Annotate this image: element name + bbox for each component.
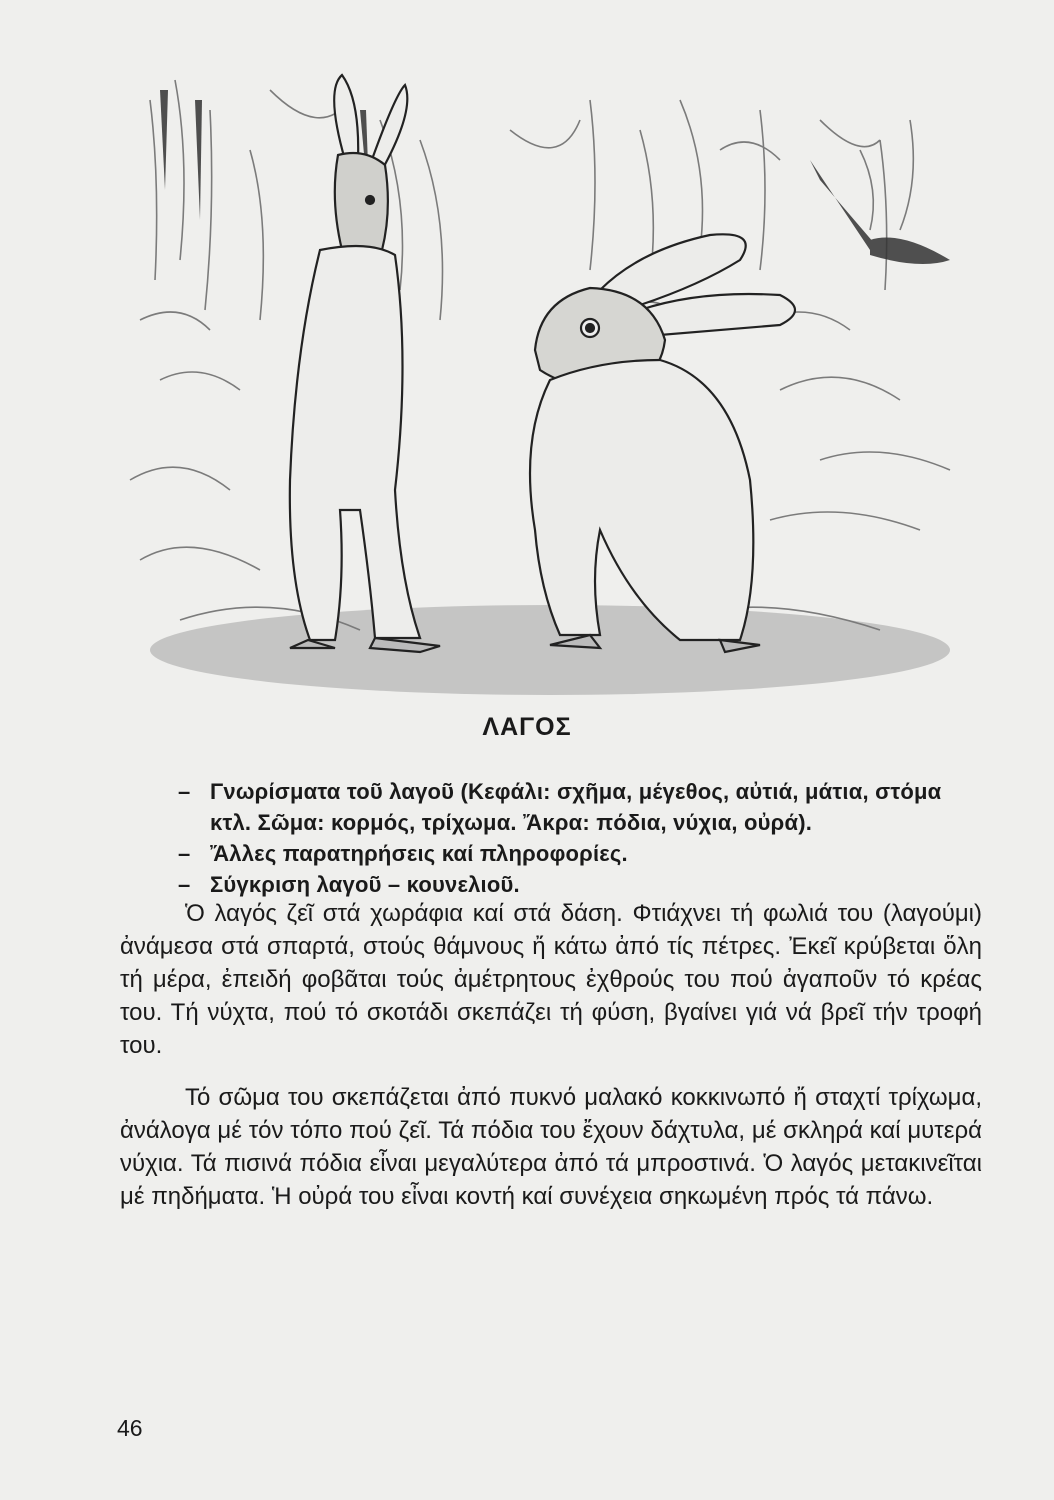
- ground-shading: [150, 605, 950, 695]
- grass-blades-dark: [160, 90, 950, 264]
- outline-dash: –: [178, 872, 191, 897]
- paragraph: Τό σῶμα του σκεπάζεται ἀπό πυκνό μαλακό κοκκινωπό ἤ σταχτί τρίχωμα, ἀνάλογα μέ τόν τόπο πού ζεῖ. Τά πόδια του ἔχουν δάχτυλα, μέ σκληρά καί μυτερά νύχια. Τά πισινά πόδια εἶναι μεγαλύτερα ἀπό τά μπροστινά. Ὁ λαγός μετακινεῖται μέ πηδήματα. Ἡ οὐρά του εἶναι κοντή καί συνέχεια σηκωμένη πρός τά πάνω.: [120, 1084, 982, 1210]
- outline-item: [178, 869, 988, 900]
- outline-item: [178, 838, 988, 869]
- outline-text: Γνωρίσματα τοῦ λαγοῦ (Κεφάλι: σχῆμα, μέγεθος, αὐτιά, μάτια, στόμα κτλ. Σῶμα: κορμός, τρίχωμα. Ἄκρα: πόδια, νύχια, οὐρά).: [210, 779, 942, 835]
- page-number: 46: [117, 1415, 143, 1441]
- page-title: ΛΑΓΟΣ: [482, 713, 572, 741]
- sitting-hare: [530, 234, 795, 652]
- body-text: [120, 897, 982, 1213]
- study-outline: [178, 776, 988, 900]
- outline-text: Σύγκριση λαγοῦ – κουνελιοῦ.: [210, 872, 520, 897]
- hares-illustration: [120, 60, 980, 700]
- outline-text: Ἄλλες παρατηρήσεις καί πληροφορίες.: [210, 841, 628, 866]
- outline-dash: –: [178, 779, 191, 804]
- outline-item: [178, 776, 988, 838]
- paragraph: Ὁ λαγός ζεῖ στά χωράφια καί στά δάση. Φτιάχνει τή φωλιά του (λαγούμι) ἀνάμεσα στά σπαρτά, στούς θάμνους ἤ κάτω ἀπό τίς πέτρες. Ἐκεῖ κρύβεται ὅλη τή μέρα, ἐπειδή φοβᾶται τούς ἀμέτρητους ἐχθρούς του πού ἀγαποῦν τό κρέας του. Τή νύχτα, πού τό σκοτάδι σκεπάζει τή φύση, βγαίνει γιά νά βρεῖ τήν τροφή του.: [120, 900, 982, 1059]
- outline-dash: –: [178, 841, 191, 866]
- standing-hare: [290, 75, 440, 652]
